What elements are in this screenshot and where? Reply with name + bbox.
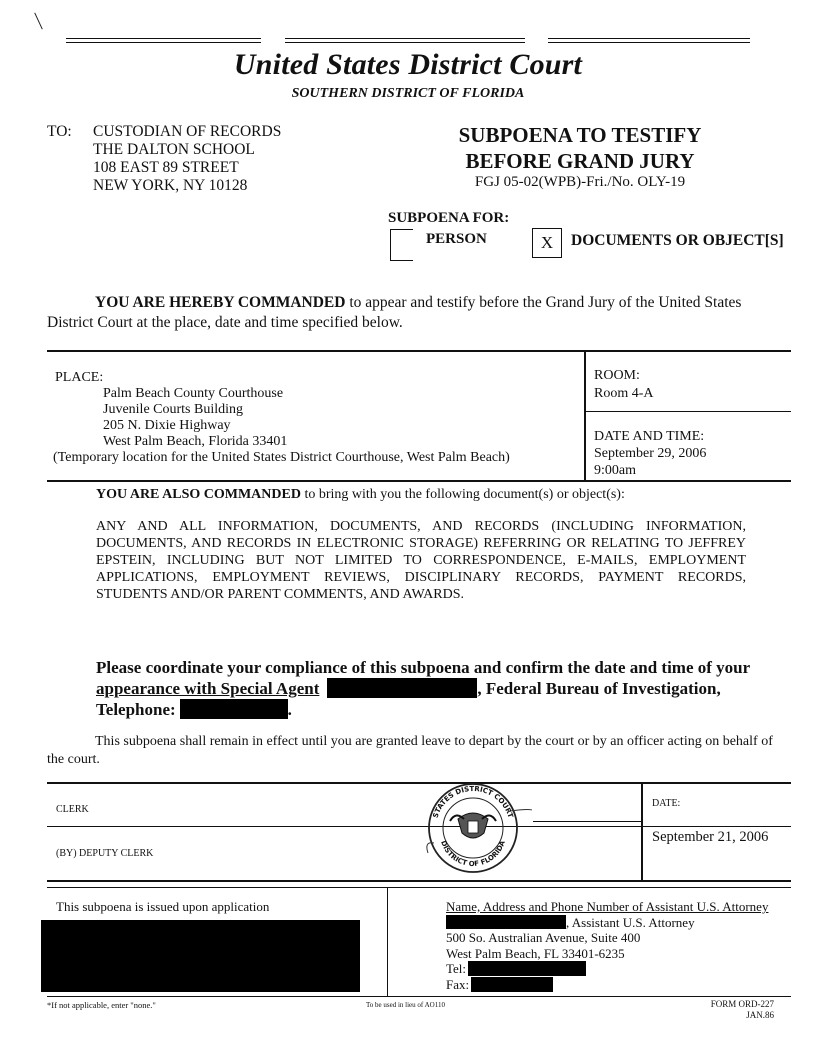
- place-label: PLACE:: [55, 370, 104, 385]
- attorney-block: [446, 899, 768, 992]
- room-value: Room 4-A: [594, 386, 654, 401]
- sig-divider: [641, 782, 643, 881]
- person-label: PERSON: [426, 231, 487, 247]
- recipient-address: [93, 123, 281, 195]
- place-note: (Temporary location for the United States District Courthouse, West Palm Beach): [53, 450, 510, 465]
- attorney-fax-line: [446, 977, 768, 993]
- issue-rule-top: [47, 887, 791, 888]
- footer-note: *If not applicable, enter "none.": [47, 1000, 156, 1010]
- deputy-clerk-label: (BY) DEPUTY CLERK: [56, 848, 154, 859]
- table-divider: [584, 350, 586, 481]
- header-rule: [285, 38, 525, 39]
- time-value: 9:00am: [594, 463, 636, 478]
- coordinate-line3: [96, 699, 756, 720]
- svg-text:DISTRICT OF FLORIDA: [439, 839, 507, 868]
- sig-rule-bottom: [47, 880, 791, 882]
- recipient-line: CUSTODIAN OF RECORDS: [93, 123, 282, 140]
- also-bold: YOU ARE ALSO COMMANDED: [96, 487, 301, 502]
- attorney-title: , Assistant U.S. Attorney: [566, 914, 695, 930]
- attorney-name-line: [446, 915, 768, 931]
- redaction-tel: [468, 961, 586, 976]
- tel-label: Tel:: [446, 961, 467, 976]
- documents-requested: ANY AND ALL INFORMATION, DOCUMENTS, AND RECORDS (INCLUDING INFORMATION, DOCUMENTS, AND RECORDS IN ELECTRONIC STORAGE) REFERRING OR RELATING TO JEFFREY EPSTEIN, INCLUDING BUT NOT LIMITED TO CORRESPONDENCE, E-MAILS, EMPLOYMENT APPLICATIONS, EMPLOYMENT REVIEWS, DISCIPLINARY RECORDS, PAYMENT RECORDS, STUDENTS AND/OR PARENT COMMENTS, AND AWARDS.: [96, 519, 746, 602]
- to-label: TO:: [47, 123, 72, 140]
- issue-divider: [387, 887, 388, 997]
- court-seal-icon: [414, 781, 532, 875]
- coordinate-line2-b: , Federal Bureau of Investigation,: [477, 679, 721, 698]
- seal-text-top: STATES DISTRICT COURT: [431, 784, 515, 819]
- table-rule-mid: [586, 411, 791, 412]
- signature-date: September 21, 2006: [652, 829, 769, 845]
- subpoena-title-line: SUBPOENA TO TESTIFY: [458, 123, 702, 147]
- fax-label: Fax:: [446, 976, 470, 992]
- issued-text: This subpoena is issued upon application: [56, 899, 270, 914]
- attorney-address1: 500 So. Australian Avenue, Suite 400: [446, 930, 641, 945]
- command-bold: YOU ARE HEREBY COMMANDED: [95, 294, 346, 311]
- redaction-agent-name: [327, 678, 477, 698]
- form-id: FORM ORD-227: [710, 999, 774, 1009]
- header-rule: [285, 42, 525, 43]
- coordinate-line2: [96, 678, 756, 699]
- command-paragraph: [47, 293, 791, 333]
- scan-mark: [34, 13, 43, 30]
- remain-paragraph: This subpoena shall remain in effect until you are granted leave to depart by the court or by an officer acting on behalf of the court.: [47, 734, 773, 767]
- issue-rule-bottom: [47, 996, 791, 997]
- header-rule: [548, 42, 750, 43]
- case-number: FGJ 05-02(WPB)-Fri./No. OLY-19: [474, 174, 686, 190]
- datetime-block: [594, 428, 706, 479]
- documents-label: DOCUMENTS OR OBJECT[S]: [571, 232, 784, 249]
- coordinate-line3-a: Telephone:: [96, 700, 176, 719]
- place-line: Juvenile Courts Building: [103, 402, 243, 417]
- court-title: United States District Court: [233, 48, 583, 81]
- coordinate-paragraph: [96, 657, 756, 720]
- redaction-attorney-name: [446, 915, 566, 929]
- date-label: DATE:: [652, 798, 681, 809]
- coordinate-line2-a: appearance with Special Agent: [96, 679, 320, 698]
- attorney-address2: West Palm Beach, FL 33401-6235: [446, 945, 625, 961]
- seal-text-bottom: DISTRICT OF FLORIDA: [439, 839, 507, 869]
- form-number: [690, 999, 774, 1021]
- table-rule-bottom: [47, 480, 791, 482]
- place-line: 205 N. Dixie Highway: [103, 418, 231, 433]
- clerk-label: CLERK: [56, 804, 89, 815]
- recipient-line: NEW YORK, NY 10128: [93, 177, 248, 194]
- header-rule: [548, 38, 750, 39]
- subpoena-for-label: SUBPOENA FOR:: [388, 210, 510, 226]
- command-text: to appear and testify before the Grand Jury of the United States District Court at the place, date and time specified below.: [47, 294, 742, 331]
- place-line: West Palm Beach, Florida 33401: [103, 434, 288, 449]
- date-value: September 29, 2006: [594, 446, 707, 461]
- subpoena-title: [430, 122, 730, 174]
- redaction-fax: [471, 977, 553, 992]
- attorney-tel-line: [446, 961, 768, 977]
- documents-checkbox[interactable]: X: [532, 228, 562, 258]
- also-text: to bring with you the following document(s) or object(s):: [300, 487, 625, 502]
- subpoena-title-line: BEFORE GRAND JURY: [465, 149, 695, 173]
- room-block: [594, 367, 654, 403]
- datetime-label: DATE AND TIME:: [594, 429, 705, 444]
- attorney-header: Name, Address and Phone Number of Assistant U.S. Attorney: [446, 899, 769, 914]
- recipient-line: THE DALTON SCHOOL: [93, 141, 255, 158]
- place-line: Palm Beach County Courthouse: [103, 386, 284, 401]
- district-name: SOUTHERN DISTRICT OF FLORIDA: [291, 86, 525, 101]
- place-block: [55, 370, 510, 466]
- header-rule: [66, 42, 261, 43]
- also-commanded: [96, 487, 625, 503]
- person-checkbox[interactable]: [390, 229, 413, 261]
- table-rule-top: [47, 350, 791, 352]
- signature-line: [533, 821, 641, 822]
- coordinate-line1: Please coordinate your compliance of this subpoena and confirm the date and time of your: [96, 658, 751, 677]
- recipient-line: 108 EAST 89 STREET: [93, 159, 239, 176]
- header-rule: [66, 38, 261, 39]
- redaction-telephone: [180, 699, 288, 719]
- footer-center: To be used in lieu of AO110: [366, 1001, 445, 1009]
- room-label: ROOM:: [594, 368, 640, 383]
- redaction-issued-by: [41, 920, 360, 992]
- coordinate-line3-b: .: [287, 700, 292, 719]
- form-date: JAN.86: [746, 1010, 774, 1020]
